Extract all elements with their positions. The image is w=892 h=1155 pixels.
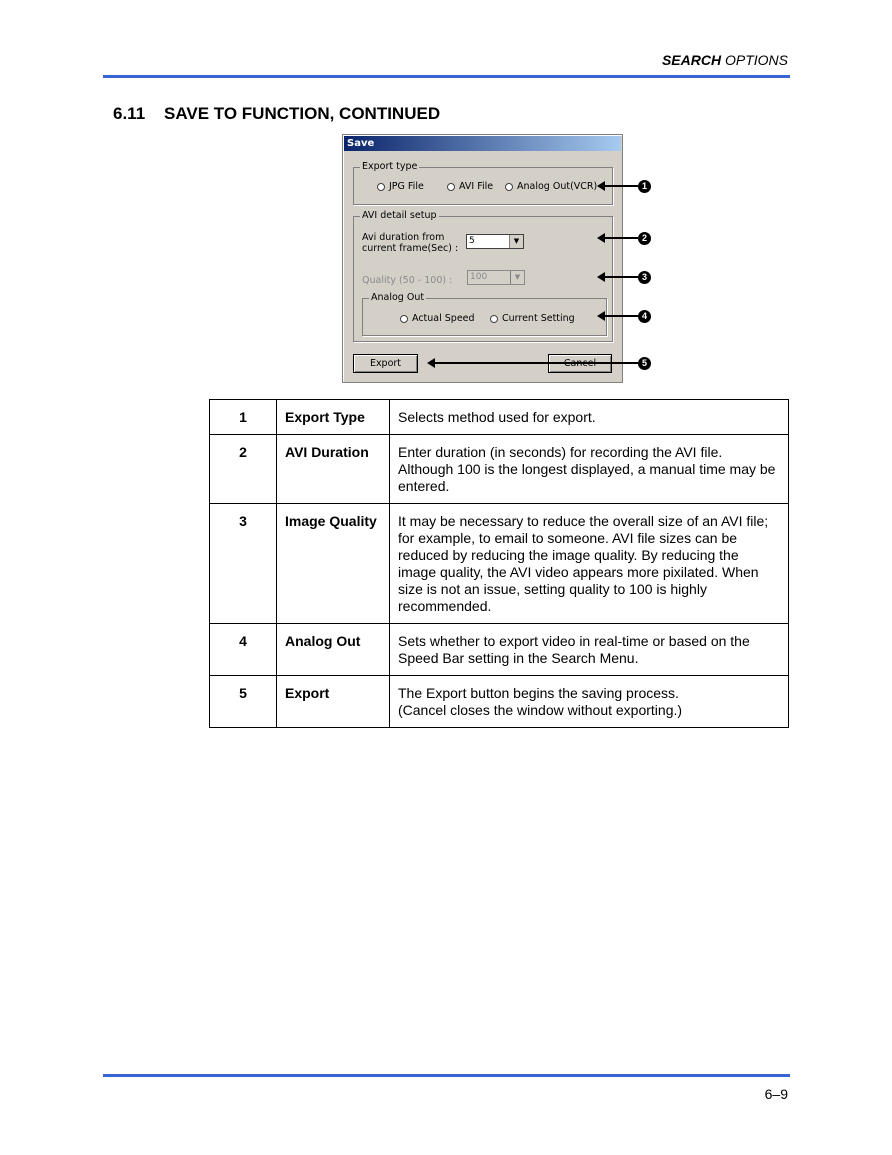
- row-description-line-2: (Cancel closes the window without exporting.): [398, 702, 683, 718]
- duration-combo[interactable]: [466, 234, 524, 249]
- row-term: Export Type: [277, 400, 390, 435]
- row-term: AVI Duration: [277, 435, 390, 504]
- dialog-titlebar: Save: [344, 136, 621, 151]
- callout-badge-1: 1: [638, 180, 651, 193]
- row-description: It may be necessary to reduce the overall size of an AVI file; for example, to email to someone. AVI file sizes can be reduced by reducing the image quality. By reducing the image quality, the AVI video appears more pixilated. When size is not an issue, setting quality to 100 is highly recommended.: [390, 504, 789, 624]
- section-number: 6.11: [113, 104, 146, 123]
- row-description: Sets whether to export video in real-time or based on the Speed Bar setting in the Search Menu.: [390, 624, 789, 676]
- row-number: 4: [210, 624, 277, 676]
- row-description: Selects method used for export.: [390, 400, 789, 435]
- chevron-down-icon[interactable]: ▼: [509, 235, 523, 248]
- radio-circle: [377, 183, 385, 191]
- footer-rule: [103, 1074, 790, 1077]
- description-table: [209, 399, 789, 728]
- callout-arrow-4: [604, 315, 638, 317]
- section-title: [113, 104, 440, 124]
- export-type-legend: Export type: [362, 161, 418, 172]
- callout-badge-5: 5: [638, 357, 651, 370]
- avi-detail-group: [353, 210, 613, 342]
- callout-arrow-5: [434, 362, 638, 364]
- callout-arrow-2: [604, 237, 638, 239]
- header-bold: SEARCH: [661, 52, 722, 68]
- radio-circle: [505, 183, 513, 191]
- callout-arrow-1: [604, 185, 638, 187]
- header-rule: [103, 75, 790, 78]
- jpg-file-radio[interactable]: JPG File: [377, 181, 424, 192]
- quality-combo[interactable]: [467, 270, 525, 285]
- radio-circle: [447, 183, 455, 191]
- avi-file-radio[interactable]: AVI File: [447, 181, 493, 192]
- row-number: 3: [210, 504, 277, 624]
- page-number: 6–9: [764, 1086, 788, 1102]
- callout-badge-4: 4: [638, 310, 651, 323]
- analog-out-vcr-radio[interactable]: Analog Out(VCR): [505, 181, 597, 192]
- callout-arrow-3: [604, 276, 638, 278]
- analog-out-group: [362, 292, 607, 336]
- current-setting-radio[interactable]: Current Setting: [490, 313, 575, 324]
- row-description: Enter duration (in seconds) for recording the AVI file. Although 100 is the longest displayed, a manual time may be entered.: [390, 435, 789, 504]
- row-number: 1: [210, 400, 277, 435]
- duration-label: Avi duration from current frame(Sec) :: [362, 232, 459, 254]
- section-title-text: SAVE TO FUNCTION, CONTINUED: [164, 104, 441, 123]
- row-term: Analog Out: [277, 624, 390, 676]
- quality-value: 100: [470, 272, 488, 282]
- callout-badge-3: 3: [638, 271, 651, 284]
- table-row: [210, 676, 789, 728]
- row-description-line-1: The Export button begins the saving process.: [398, 685, 679, 701]
- analog-out-legend: Analog Out: [371, 292, 425, 303]
- actual-speed-radio[interactable]: Actual Speed: [400, 313, 475, 324]
- row-term: Image Quality: [277, 504, 390, 624]
- callout-badge-2: 2: [638, 232, 651, 245]
- avi-detail-legend: AVI detail setup: [362, 210, 437, 221]
- radio-circle: [400, 315, 408, 323]
- table-row: [210, 435, 789, 504]
- row-number: 2: [210, 435, 277, 504]
- table-row: [210, 624, 789, 676]
- duration-value: 5: [469, 236, 475, 246]
- radio-circle: [490, 315, 498, 323]
- table-row: [210, 504, 789, 624]
- save-dialog: [342, 134, 623, 383]
- table-row: [210, 400, 789, 435]
- row-description: [390, 676, 789, 728]
- quality-label: Quality (50 - 100) :: [362, 275, 453, 286]
- export-button[interactable]: Export: [353, 354, 418, 373]
- row-number: 5: [210, 676, 277, 728]
- export-type-group: [353, 161, 613, 205]
- running-header: [662, 52, 788, 68]
- chevron-down-icon[interactable]: ▼: [510, 271, 524, 284]
- row-term: Export: [277, 676, 390, 728]
- header-rest: OPTIONS: [721, 52, 788, 68]
